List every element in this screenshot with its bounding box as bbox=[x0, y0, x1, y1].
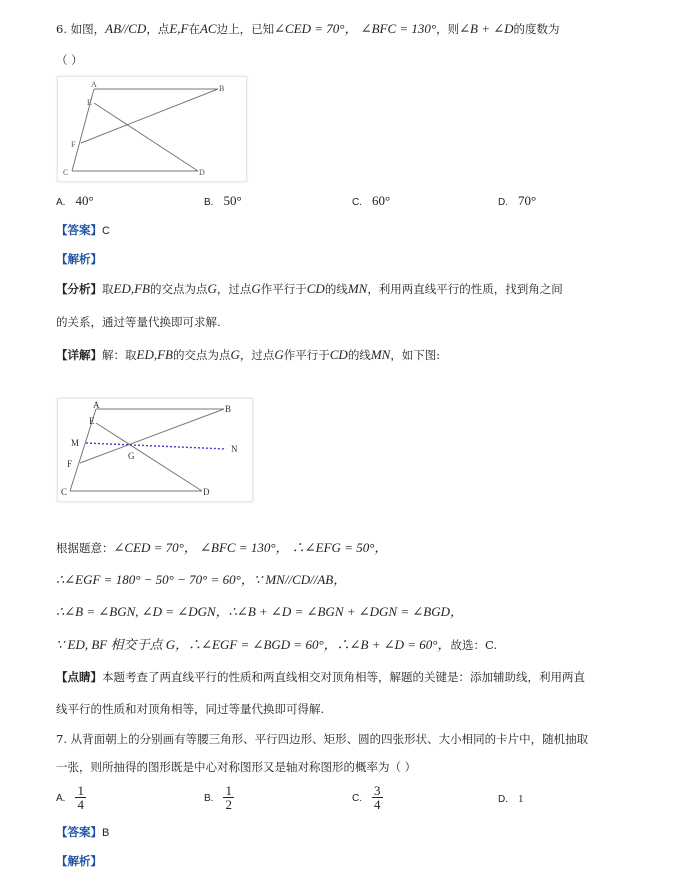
q6-step-3 bbox=[56, 601, 463, 620]
q6-stem-math: ∠CED = 70°， ∠BFC = 130° bbox=[274, 21, 437, 36]
q6-fenxi-line1 bbox=[56, 281, 563, 297]
option-label: C. bbox=[352, 792, 362, 804]
option-label: B. bbox=[204, 197, 214, 208]
option-value: 1 bbox=[518, 793, 524, 805]
fraction-numerator: 1 bbox=[225, 783, 232, 798]
q6-stem-text: 6. 如图， bbox=[56, 22, 106, 36]
q6-stem-text: ，则 bbox=[436, 22, 460, 36]
xiangjie-text: 的线 bbox=[347, 348, 371, 362]
fig1-label-a: A bbox=[91, 80, 97, 89]
option-label: A. bbox=[56, 792, 66, 804]
q6-stem bbox=[56, 18, 560, 37]
q7-option-d[interactable] bbox=[498, 791, 524, 805]
xiangjie-math: CD bbox=[329, 347, 348, 362]
q6-stem-text: ，点 bbox=[146, 22, 170, 36]
option-value: 60° bbox=[372, 193, 391, 208]
xiangjie-tag: 【详解】 bbox=[56, 348, 102, 362]
xiangjie-text: 解：取 bbox=[102, 348, 137, 362]
q6-stem-text: 边上，已知 bbox=[216, 22, 275, 36]
q6-stem-math: E,F bbox=[169, 21, 189, 36]
fenxi-text: 作平行于 bbox=[260, 282, 307, 296]
xiangjie-text: 的交点为点 bbox=[172, 348, 231, 362]
answer-value: C bbox=[102, 225, 110, 237]
answer-value: B bbox=[102, 827, 110, 839]
fenxi-math: G bbox=[207, 281, 217, 296]
q6-stem-math: ∠B + ∠D bbox=[459, 21, 514, 36]
fig1-label-f: F bbox=[71, 140, 76, 149]
q6-fenxi-line2: 的关系，通过等量代换即可求解. bbox=[56, 315, 221, 329]
fig1-label-e: E bbox=[87, 98, 92, 107]
option-label: B. bbox=[204, 792, 214, 804]
fenxi-tag: 【分析】 bbox=[56, 282, 102, 296]
analysis-tag: 【解析】 bbox=[56, 854, 102, 868]
step-math: ∴∠B = ∠BGN, ∠D = ∠DGN，∴∠B + ∠D = ∠BGN + ∠DGN = ∠BGD， bbox=[56, 604, 463, 619]
q6-stem-text: 的度数为 bbox=[513, 22, 560, 36]
fenxi-math: G bbox=[251, 281, 261, 296]
fenxi-math: MN bbox=[347, 281, 368, 296]
option-label: C. bbox=[352, 197, 362, 208]
xiangjie-math: MN bbox=[370, 347, 391, 362]
q6-xiangjie bbox=[56, 347, 440, 363]
q7-option-a[interactable] bbox=[56, 784, 86, 811]
q6-answer bbox=[56, 222, 110, 238]
option-value: 40° bbox=[75, 193, 94, 208]
fenxi-math: ED,FB bbox=[113, 281, 150, 296]
q6-step-2 bbox=[56, 569, 346, 588]
q6-step-1 bbox=[56, 537, 387, 556]
fig2-label-m: M bbox=[71, 438, 80, 448]
q6-figure-2 bbox=[57, 398, 253, 502]
fig1-label-b: B bbox=[219, 84, 225, 93]
analysis-tag: 【解析】 bbox=[56, 252, 102, 266]
q6-stem-math: AC bbox=[199, 21, 217, 36]
fig2-label-a: A bbox=[93, 400, 100, 410]
q6-option-b[interactable] bbox=[204, 193, 242, 209]
fraction-denominator: 4 bbox=[374, 797, 381, 812]
q7-stem-line2: 一张，则所抽得的图形既是中心对称图形又是轴对称图形的概率为（ ） bbox=[56, 760, 417, 774]
fenxi-text: 的交点为点 bbox=[149, 282, 208, 296]
q6-option-c[interactable] bbox=[352, 193, 390, 209]
step-math: ∴∠EGF = 180° − 50° − 70° = 60°，∵ MN//CD//AB， bbox=[56, 572, 347, 587]
q7-stem-line1: 7. 从背面朝上的分别画有等腰三角形、平行四边形、矩形、圆的四张形状、大小相同的卡片中，随机抽取 bbox=[56, 732, 589, 746]
option-label: D. bbox=[498, 197, 508, 208]
xiangjie-math: G bbox=[274, 347, 284, 362]
q6-stem-text: 在 bbox=[188, 22, 200, 36]
fig2-label-f: F bbox=[67, 459, 73, 469]
dianjing-text: 本题考查了两直线平行的性质和两直线相交对顶角相等，解题的关键是：添加辅助线，利用两直 bbox=[102, 670, 585, 684]
option-fraction bbox=[372, 784, 383, 811]
answer-tag: 【答案】 bbox=[56, 223, 102, 237]
mn-auxiliary-line bbox=[86, 443, 226, 449]
fig2-label-g: G bbox=[128, 451, 135, 461]
q7-analysis-tag bbox=[56, 853, 102, 869]
q6-option-a[interactable] bbox=[56, 193, 94, 209]
fraction-denominator: 2 bbox=[225, 797, 232, 812]
fraction-numerator: 3 bbox=[374, 783, 381, 798]
fraction-numerator: 1 bbox=[77, 783, 84, 798]
xiangjie-text: ，过点 bbox=[239, 348, 275, 362]
option-value: 50° bbox=[223, 193, 242, 208]
fig2-label-e: E bbox=[89, 416, 95, 426]
fig2-label-d: D bbox=[203, 487, 210, 497]
q7-answer bbox=[56, 824, 109, 840]
fenxi-text: ，利用两直线平行的性质，找到角之间 bbox=[367, 282, 563, 296]
q6-figure-2-svg bbox=[58, 399, 252, 501]
fig1-label-c: C bbox=[63, 168, 69, 177]
dianjing-tag: 【点睛】 bbox=[56, 670, 102, 684]
xiangjie-math: G bbox=[230, 347, 240, 362]
xiangjie-text: 作平行于 bbox=[283, 348, 330, 362]
step-text: 根据题意： bbox=[56, 541, 114, 555]
option-label: D. bbox=[498, 794, 508, 805]
fig2-label-n: N bbox=[231, 444, 238, 454]
q6-analysis-tag bbox=[56, 251, 102, 267]
fig2-label-c: C bbox=[61, 487, 68, 497]
option-label: A. bbox=[56, 197, 66, 208]
q6-figure-1-svg bbox=[58, 77, 246, 181]
fenxi-text: 的线 bbox=[324, 282, 348, 296]
option-fraction bbox=[75, 784, 86, 811]
step-math: ∵ ED, BF 相交于点 G，∴∠EGF = ∠BGD = 60°，∴∠B + ∠D = 60°， bbox=[56, 637, 451, 652]
fraction-denominator: 4 bbox=[77, 797, 84, 812]
q6-option-d[interactable] bbox=[498, 193, 536, 209]
fig1-label-d: D bbox=[199, 168, 205, 177]
fenxi-text: ，过点 bbox=[216, 282, 252, 296]
fenxi-text: 取 bbox=[102, 282, 114, 296]
q6-step-4 bbox=[56, 634, 497, 653]
q6-answer-paren: （ ） bbox=[56, 53, 83, 67]
step-text: 故选：C. bbox=[450, 638, 498, 652]
step-math: ∠CED = 70°， ∠BFC = 130°， ∴∠EFG = 50°， bbox=[113, 540, 388, 555]
q7-option-c[interactable] bbox=[352, 784, 383, 811]
q7-option-b[interactable] bbox=[204, 784, 234, 811]
answer-tag: 【答案】 bbox=[56, 825, 102, 839]
fig2-label-b: B bbox=[225, 404, 232, 414]
option-value: 70° bbox=[518, 193, 537, 208]
q6-dianjing-line1 bbox=[56, 669, 585, 685]
option-fraction bbox=[223, 784, 234, 811]
xiangjie-text: ，如下图: bbox=[390, 348, 441, 362]
q6-figure-1 bbox=[57, 76, 247, 182]
q6-stem-math: AB//CD bbox=[105, 21, 147, 36]
xiangjie-math: ED,FB bbox=[136, 347, 173, 362]
fenxi-math: CD bbox=[306, 281, 325, 296]
q6-dianjing-line2: 线平行的性质和对顶角相等，同过等量代换即可得解. bbox=[56, 702, 325, 716]
